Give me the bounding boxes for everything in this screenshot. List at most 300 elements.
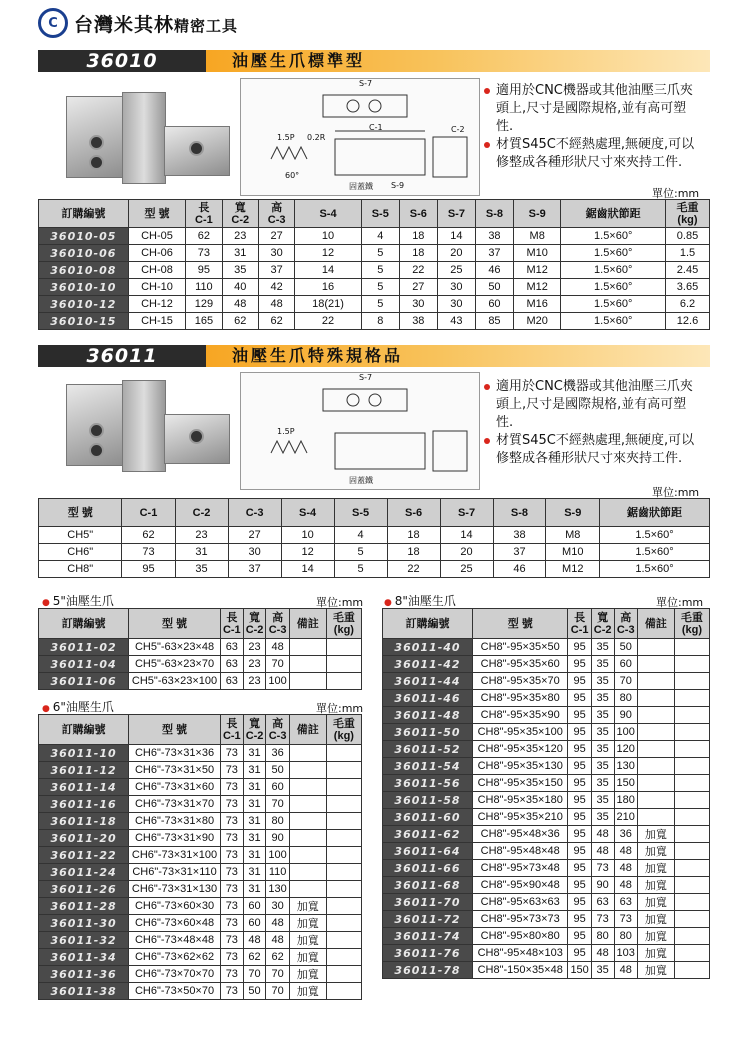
column-header: S-4: [295, 200, 361, 228]
table-cell: 36011-74: [383, 928, 473, 945]
table-cell: 73: [220, 932, 243, 949]
table-cell: 18: [399, 228, 437, 245]
table-cell: 85: [475, 313, 513, 330]
technical-drawing-2: S-7 1.5P 固蓋鐵: [240, 372, 480, 490]
table-cell: 73: [220, 915, 243, 932]
table-cell: 120: [614, 741, 637, 758]
table-cell: 22: [399, 262, 437, 279]
table-row: [39, 296, 710, 313]
table-cell: [674, 911, 709, 928]
table-cell: 1.5×60°: [561, 228, 666, 245]
table-cell: [674, 928, 709, 945]
table-cell: 1.5×60°: [561, 245, 666, 262]
table-cell: 36011-42: [383, 656, 473, 673]
column-header: 備註: [289, 715, 326, 745]
table-cell: CH8"-95×63×63: [473, 894, 568, 911]
table-cell: 73: [220, 745, 243, 762]
table-cell: [674, 690, 709, 707]
table-row: [39, 898, 362, 915]
table-cell: [674, 724, 709, 741]
table-cell: 42: [258, 279, 294, 296]
table-cell: 62: [243, 949, 266, 966]
table-cell: 35: [591, 656, 614, 673]
column-header: S-7: [440, 499, 493, 527]
subtitle-8in: ● 8"油壓生爪: [384, 592, 456, 609]
table-cell: [674, 656, 709, 673]
table-cell: 23: [175, 527, 228, 544]
table-cell: [674, 775, 709, 792]
table-cell: 23: [243, 673, 266, 690]
table-cell: M10: [513, 245, 560, 262]
table-cell: 48: [591, 945, 614, 962]
table-cell: CH5": [39, 527, 122, 544]
unit-label-8in: 單位:mm: [656, 596, 704, 609]
table-cell: 48: [266, 932, 289, 949]
table-cell: CH8"-95×35×70: [473, 673, 568, 690]
table-cell: 95: [122, 561, 175, 578]
table-row: [39, 245, 710, 262]
table-cell: 48: [614, 962, 637, 979]
table-cell: [289, 762, 326, 779]
table-row: [383, 809, 710, 826]
column-header: 型 號: [39, 499, 122, 527]
table-cell: 36011-46: [383, 690, 473, 707]
table-cell: 5: [334, 561, 387, 578]
table-cell: 31: [243, 813, 266, 830]
spec-table-36010: [38, 199, 710, 330]
table-cell: CH6"-73×70×70: [129, 966, 221, 983]
table-cell: CH6"-73×31×80: [129, 813, 221, 830]
table-cell: 36011-68: [383, 877, 473, 894]
table-cell: 43: [437, 313, 475, 330]
table-cell: 18(21): [295, 296, 361, 313]
table-cell: 36011-60: [383, 809, 473, 826]
table-cell: 80: [614, 928, 637, 945]
table-cell: 加寬: [289, 966, 326, 983]
table-cell: CH8"-95×73×48: [473, 860, 568, 877]
column-header: C-2: [175, 499, 228, 527]
table-cell: 31: [243, 881, 266, 898]
table-cell: 73: [591, 860, 614, 877]
table-cell: 63: [220, 656, 243, 673]
table-cell: 1.5×60°: [561, 279, 666, 296]
table-cell: 95: [568, 894, 591, 911]
table-cell: [289, 745, 326, 762]
table-cell: 90: [614, 707, 637, 724]
table-cell: 1.5: [665, 245, 709, 262]
table-cell: [326, 656, 361, 673]
table-row: [39, 847, 362, 864]
table-cell: 100: [266, 847, 289, 864]
table-cell: 加寬: [289, 898, 326, 915]
column-header: 訂購編號: [39, 715, 129, 745]
table-cell: [637, 792, 674, 809]
table-cell: CH6"-73×31×60: [129, 779, 221, 796]
table-cell: 95: [568, 860, 591, 877]
table-8in: [382, 608, 710, 979]
table-cell: 95: [186, 262, 222, 279]
column-header: C-1: [122, 499, 175, 527]
table-cell: 73: [220, 847, 243, 864]
table-cell: 50: [614, 639, 637, 656]
column-header: 高 C-3: [258, 200, 294, 228]
spec-table-36011: [38, 498, 710, 578]
table-cell: [289, 779, 326, 796]
table-cell: 31: [222, 245, 258, 262]
column-header: S-6: [387, 499, 440, 527]
table-cell: M8: [513, 228, 560, 245]
table-cell: [674, 877, 709, 894]
table-header-row: [39, 499, 710, 527]
table-cell: [326, 796, 361, 813]
table-cell: [326, 639, 361, 656]
table-cell: [326, 966, 361, 983]
table-cell: 10: [295, 228, 361, 245]
table-cell: 35: [222, 262, 258, 279]
column-header: 訂購編號: [39, 609, 129, 639]
table-cell: [326, 881, 361, 898]
column-header: 高 C-3: [266, 609, 289, 639]
table-cell: CH8"-95×48×36: [473, 826, 568, 843]
table-cell: 36011-30: [39, 915, 129, 932]
column-header: S-9: [546, 499, 600, 527]
table-cell: 36011-20: [39, 830, 129, 847]
column-header: 寬 C-2: [591, 609, 614, 639]
table-cell: 48: [614, 860, 637, 877]
table-cell: CH8"-95×90×48: [473, 877, 568, 894]
table-cell: 加寬: [637, 843, 674, 860]
table-cell: 36: [614, 826, 637, 843]
column-header: 型 號: [129, 609, 221, 639]
table-6in: [38, 714, 362, 1000]
unit-label-2: 單位:mm: [652, 486, 700, 499]
product-photo-2: [58, 374, 234, 478]
product-photo: [58, 86, 234, 190]
table-cell: 36011-58: [383, 792, 473, 809]
table-cell: 70: [266, 983, 289, 1000]
table-cell: 36010-10: [39, 279, 129, 296]
table-row: [383, 928, 710, 945]
table-cell: 36011-70: [383, 894, 473, 911]
table-cell: 22: [295, 313, 361, 330]
table-cell: 36011-54: [383, 758, 473, 775]
column-header: 寬 C-2: [222, 200, 258, 228]
table-cell: 95: [568, 707, 591, 724]
table-cell: 38: [493, 527, 546, 544]
table-cell: 8: [361, 313, 399, 330]
table-cell: 36011-36: [39, 966, 129, 983]
table-cell: CH8"-95×35×60: [473, 656, 568, 673]
table-cell: CH-05: [128, 228, 185, 245]
table-cell: [637, 775, 674, 792]
column-header: 型 號: [473, 609, 568, 639]
table-cell: CH8"-95×35×80: [473, 690, 568, 707]
table-cell: 95: [568, 724, 591, 741]
table-cell: CH5"-63×23×100: [129, 673, 221, 690]
table-cell: [326, 779, 361, 796]
company-name: 台灣米其林精密工具: [74, 14, 239, 36]
table-cell: M12: [546, 561, 600, 578]
table-cell: [637, 758, 674, 775]
column-header: 長 C-1: [568, 609, 591, 639]
table-row: [383, 962, 710, 979]
table-row: [39, 881, 362, 898]
table-cell: 48: [591, 843, 614, 860]
table-cell: CH8"-95×35×180: [473, 792, 568, 809]
table-cell: 80: [591, 928, 614, 945]
table-cell: 27: [399, 279, 437, 296]
table-cell: 31: [243, 779, 266, 796]
table-cell: 63: [220, 639, 243, 656]
table-cell: [289, 656, 326, 673]
column-header: S-8: [475, 200, 513, 228]
table-cell: 2.45: [665, 262, 709, 279]
table-row: [39, 949, 362, 966]
table-cell: CH5"-63×23×70: [129, 656, 221, 673]
table-cell: 加寬: [289, 932, 326, 949]
table-cell: 36011-38: [39, 983, 129, 1000]
table-cell: 73: [220, 796, 243, 813]
table-cell: 12: [295, 245, 361, 262]
table-cell: 0.85: [665, 228, 709, 245]
table-cell: 36011-04: [39, 656, 129, 673]
table-cell: 36011-24: [39, 864, 129, 881]
table-cell: [637, 656, 674, 673]
table-cell: 23: [243, 656, 266, 673]
table-cell: 95: [568, 758, 591, 775]
table-cell: 48: [591, 826, 614, 843]
company-logo: C: [38, 8, 68, 38]
table-cell: 80: [614, 690, 637, 707]
table-cell: [289, 847, 326, 864]
table-row: [383, 826, 710, 843]
table-row: [383, 639, 710, 656]
column-header: 訂購編號: [383, 609, 473, 639]
column-header: 鋸齒狀節距: [561, 200, 666, 228]
table-cell: [289, 813, 326, 830]
table-cell: 20: [440, 544, 493, 561]
subtitle-6in: ● 6"油壓生爪: [42, 698, 114, 715]
table-cell: 95: [568, 741, 591, 758]
table-cell: 12: [281, 544, 334, 561]
table-cell: 95: [568, 911, 591, 928]
table-cell: 60: [475, 296, 513, 313]
table-cell: 20: [437, 245, 475, 262]
table-cell: CH5"-63×23×48: [129, 639, 221, 656]
table-cell: 130: [614, 758, 637, 775]
table-cell: [637, 707, 674, 724]
table-row: [383, 877, 710, 894]
table-cell: CH6"-73×31×130: [129, 881, 221, 898]
table-cell: 35: [591, 809, 614, 826]
table-cell: CH-10: [128, 279, 185, 296]
table-cell: 36011-66: [383, 860, 473, 877]
table-cell: 36011-44: [383, 673, 473, 690]
table-cell: [326, 898, 361, 915]
table-row: [39, 228, 710, 245]
table-cell: 63: [220, 673, 243, 690]
table-cell: M12: [513, 262, 560, 279]
table-5in: [38, 608, 362, 690]
table-cell: 36010-15: [39, 313, 129, 330]
table-cell: M8: [546, 527, 600, 544]
table-cell: 加寬: [637, 877, 674, 894]
table-cell: [289, 796, 326, 813]
table-cell: CH8"-150×35×48: [473, 962, 568, 979]
table-cell: 31: [243, 864, 266, 881]
table-row: [383, 792, 710, 809]
table-cell: 150: [568, 962, 591, 979]
table-cell: [289, 864, 326, 881]
table-cell: 14: [295, 262, 361, 279]
table-cell: 50: [475, 279, 513, 296]
table-cell: 14: [440, 527, 493, 544]
table-cell: 31: [243, 847, 266, 864]
table-cell: [674, 860, 709, 877]
table-cell: 63: [614, 894, 637, 911]
table-cell: CH6"-73×50×70: [129, 983, 221, 1000]
table-cell: 36011-22: [39, 847, 129, 864]
table-cell: 35: [175, 561, 228, 578]
table-cell: CH-06: [128, 245, 185, 262]
table-cell: 40: [222, 279, 258, 296]
column-header: C-3: [228, 499, 281, 527]
table-cell: 30: [228, 544, 281, 561]
table-cell: 73: [220, 864, 243, 881]
table-cell: 18: [399, 245, 437, 262]
table-cell: CH8"-95×73×73: [473, 911, 568, 928]
table-cell: [289, 881, 326, 898]
table-cell: 30: [437, 279, 475, 296]
table-cell: 36011-48: [383, 707, 473, 724]
table-row: [383, 690, 710, 707]
table-cell: 31: [243, 830, 266, 847]
column-header: 毛重 (kg): [326, 715, 361, 745]
table-cell: 5: [361, 245, 399, 262]
table-cell: 36011-16: [39, 796, 129, 813]
table-cell: CH6"-73×60×30: [129, 898, 221, 915]
table-row: [39, 279, 710, 296]
table-row: [383, 741, 710, 758]
table-row: [383, 860, 710, 877]
table-cell: 5: [361, 262, 399, 279]
table-cell: 73: [220, 949, 243, 966]
table-cell: 30: [258, 245, 294, 262]
table-cell: CH-15: [128, 313, 185, 330]
table-cell: 36011-72: [383, 911, 473, 928]
table-cell: 5: [334, 544, 387, 561]
table-cell: 70: [266, 966, 289, 983]
table-row: [39, 966, 362, 983]
table-cell: 1.5×60°: [561, 296, 666, 313]
table-row: [383, 945, 710, 962]
table-row: [383, 911, 710, 928]
table-cell: 27: [258, 228, 294, 245]
table-cell: 12.6: [665, 313, 709, 330]
table-cell: [674, 792, 709, 809]
table-row: [39, 796, 362, 813]
column-header: 毛重 (kg): [674, 609, 709, 639]
table-cell: [637, 741, 674, 758]
technical-drawing: S-7 C-1 C-2 1.5P 0.2R 60° 固蓋鐵 S-9: [240, 78, 480, 196]
table-cell: 4: [334, 527, 387, 544]
table-cell: CH-12: [128, 296, 185, 313]
table-cell: 62: [222, 313, 258, 330]
table-cell: 62: [186, 228, 222, 245]
table-row: [39, 983, 362, 1000]
table-cell: 14: [281, 561, 334, 578]
table-cell: 95: [568, 673, 591, 690]
table-cell: [637, 690, 674, 707]
table-cell: 37: [493, 544, 546, 561]
table-cell: 36011-40: [383, 639, 473, 656]
table-cell: 73: [614, 911, 637, 928]
table-row: [39, 673, 362, 690]
column-header: S-9: [513, 200, 560, 228]
table-cell: 165: [186, 313, 222, 330]
table-cell: 110: [186, 279, 222, 296]
table-cell: [326, 932, 361, 949]
table-cell: 50: [243, 983, 266, 1000]
table-cell: 1.5×60°: [600, 527, 710, 544]
table-row: [39, 561, 710, 578]
table-cell: [637, 809, 674, 826]
table-cell: [326, 673, 361, 690]
table-cell: 36011-18: [39, 813, 129, 830]
table-cell: 36011-14: [39, 779, 129, 796]
table-row: [383, 843, 710, 860]
table-row: [39, 915, 362, 932]
table-cell: 36011-78: [383, 962, 473, 979]
table-row: [39, 527, 710, 544]
table-cell: [326, 813, 361, 830]
table-cell: CH8"-95×35×50: [473, 639, 568, 656]
table-row: [39, 762, 362, 779]
table-cell: 35: [591, 639, 614, 656]
table-cell: CH8"-95×35×150: [473, 775, 568, 792]
table-cell: 10: [281, 527, 334, 544]
table-cell: 70: [614, 673, 637, 690]
table-cell: 38: [475, 228, 513, 245]
table-cell: 18: [387, 527, 440, 544]
section-header-36011: 36011 油壓生爪特殊規格品: [38, 345, 710, 367]
table-cell: [326, 745, 361, 762]
table-row: [39, 813, 362, 830]
table-cell: [289, 673, 326, 690]
table-cell: 37: [258, 262, 294, 279]
column-header: 型 號: [129, 715, 221, 745]
table-cell: CH6"-73×31×36: [129, 745, 221, 762]
table-cell: 60: [243, 898, 266, 915]
column-header: 長 C-1: [186, 200, 222, 228]
column-header: 型 號: [128, 200, 185, 228]
table-header-row: [39, 715, 362, 745]
table-row: [383, 673, 710, 690]
table-cell: [637, 724, 674, 741]
table-cell: 加寬: [637, 894, 674, 911]
table-cell: 36011-06: [39, 673, 129, 690]
table-cell: 36011-12: [39, 762, 129, 779]
table-cell: CH8"-95×35×90: [473, 707, 568, 724]
table-row: [39, 639, 362, 656]
table-cell: 62: [266, 949, 289, 966]
table-cell: 95: [568, 690, 591, 707]
table-cell: [326, 830, 361, 847]
table-cell: 5: [361, 279, 399, 296]
table-cell: 70: [266, 796, 289, 813]
table-cell: 31: [243, 762, 266, 779]
table-cell: CH6"-73×62×62: [129, 949, 221, 966]
